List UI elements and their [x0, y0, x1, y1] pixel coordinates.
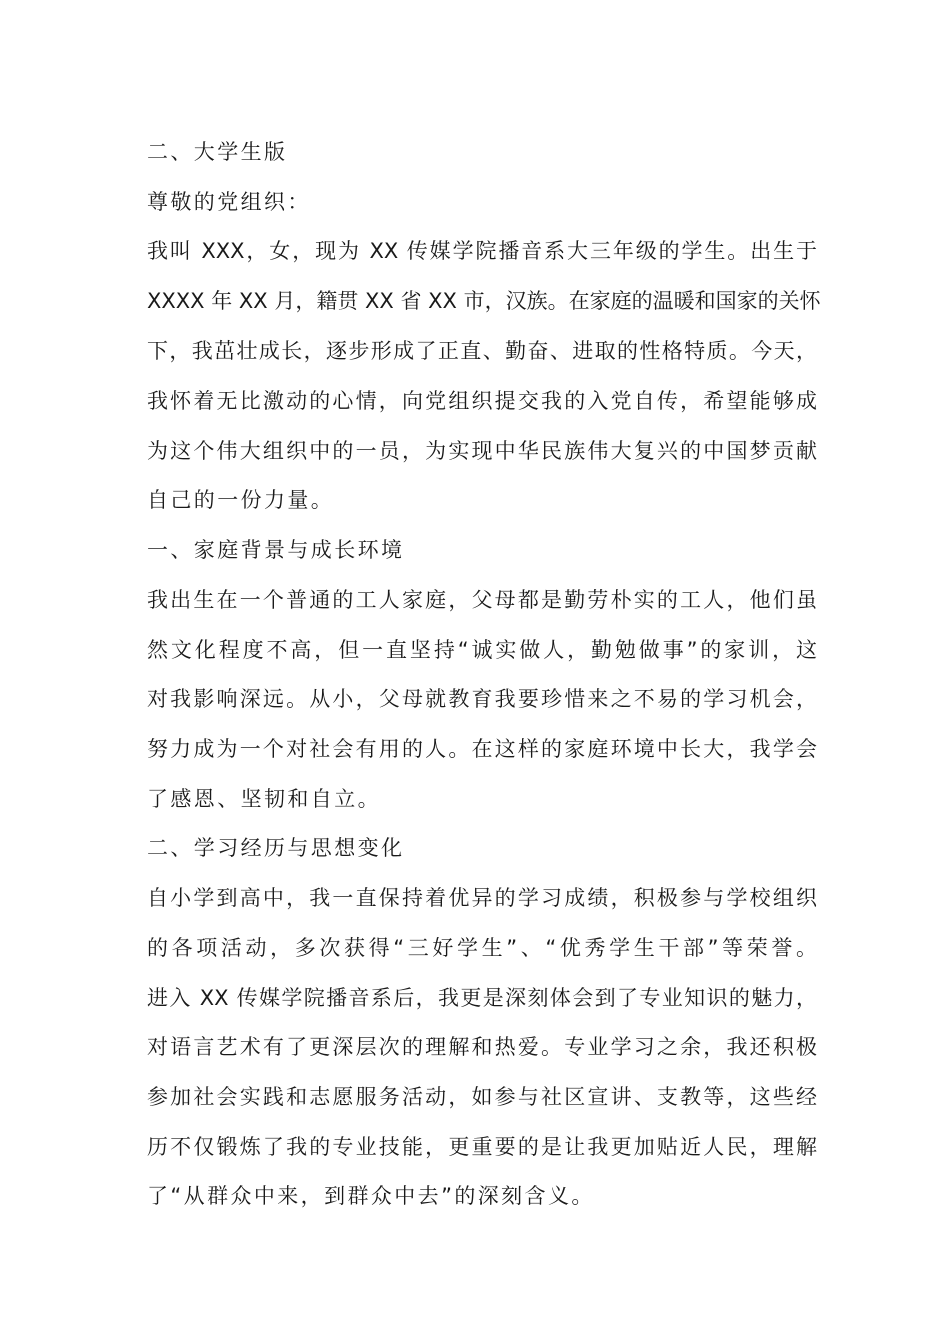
intro-line: XXXX 年 XX 月，籍贯 XX 省 XX 市，汉族。在家庭的温暖和国家的关怀	[147, 289, 821, 313]
paragraph-line: 历不仅锻炼了我的专业技能，更重要的是让我更加贴近人民，理解	[147, 1135, 817, 1159]
paragraph-line: 了感恩、坚韧和自立。	[147, 787, 381, 811]
section-heading: 一、家庭背景与成长环境	[147, 538, 405, 562]
section-heading: 二、学习经历与思想变化	[147, 836, 405, 860]
document-title: 二、大学生版	[147, 140, 288, 164]
paragraph-line: 了“从群众中来，到群众中去”的深刻含义。	[147, 1184, 595, 1208]
paragraph-line: 我出生在一个普通的工人家庭，父母都是勤劳朴实的工人，他们虽	[147, 588, 817, 612]
paragraph-line: 自小学到高中，我一直保持着优异的学习成绩，积极参与学校组织	[147, 886, 817, 910]
paragraph-line: 参加社会实践和志愿服务活动，如参与社区宣讲、支教等，这些经	[147, 1085, 817, 1109]
salutation: 尊敬的党组织：	[147, 190, 311, 214]
intro-line: 下，我茁壮成长，逐步形成了正直、勤奋、进取的性格特质。今天，	[147, 339, 817, 363]
intro-line: 我怀着无比激动的心情，向党组织提交我的入党自传，希望能够成	[147, 389, 817, 413]
paragraph-line: 然文化程度不高，但一直坚持“诚实做人，勤勉做事”的家训，这	[147, 638, 817, 662]
intro-line: 我叫 XXX，女，现为 XX 传媒学院播音系大三年级的学生。出生于	[147, 239, 817, 263]
paragraph-line: 对语言艺术有了更深层次的理解和热爱。专业学习之余，我还积极	[147, 1035, 817, 1059]
intro-line: 自己的一份力量。	[147, 488, 335, 512]
paragraph-line: 对我影响深远。从小，父母就教育我要珍惜来之不易的学习机会，	[147, 687, 817, 711]
paragraph-line: 的各项活动，多次获得“三好学生”、“优秀学生干部”等荣誉。	[147, 936, 817, 960]
intro-line: 为这个伟大组织中的一员，为实现中华民族伟大复兴的中国梦贡献	[147, 439, 817, 463]
paragraph-line: 努力成为一个对社会有用的人。在这样的家庭环境中长大，我学会	[147, 737, 817, 761]
paragraph-line: 进入 XX 传媒学院播音系后，我更是深刻体会到了专业知识的魅力，	[147, 986, 817, 1010]
